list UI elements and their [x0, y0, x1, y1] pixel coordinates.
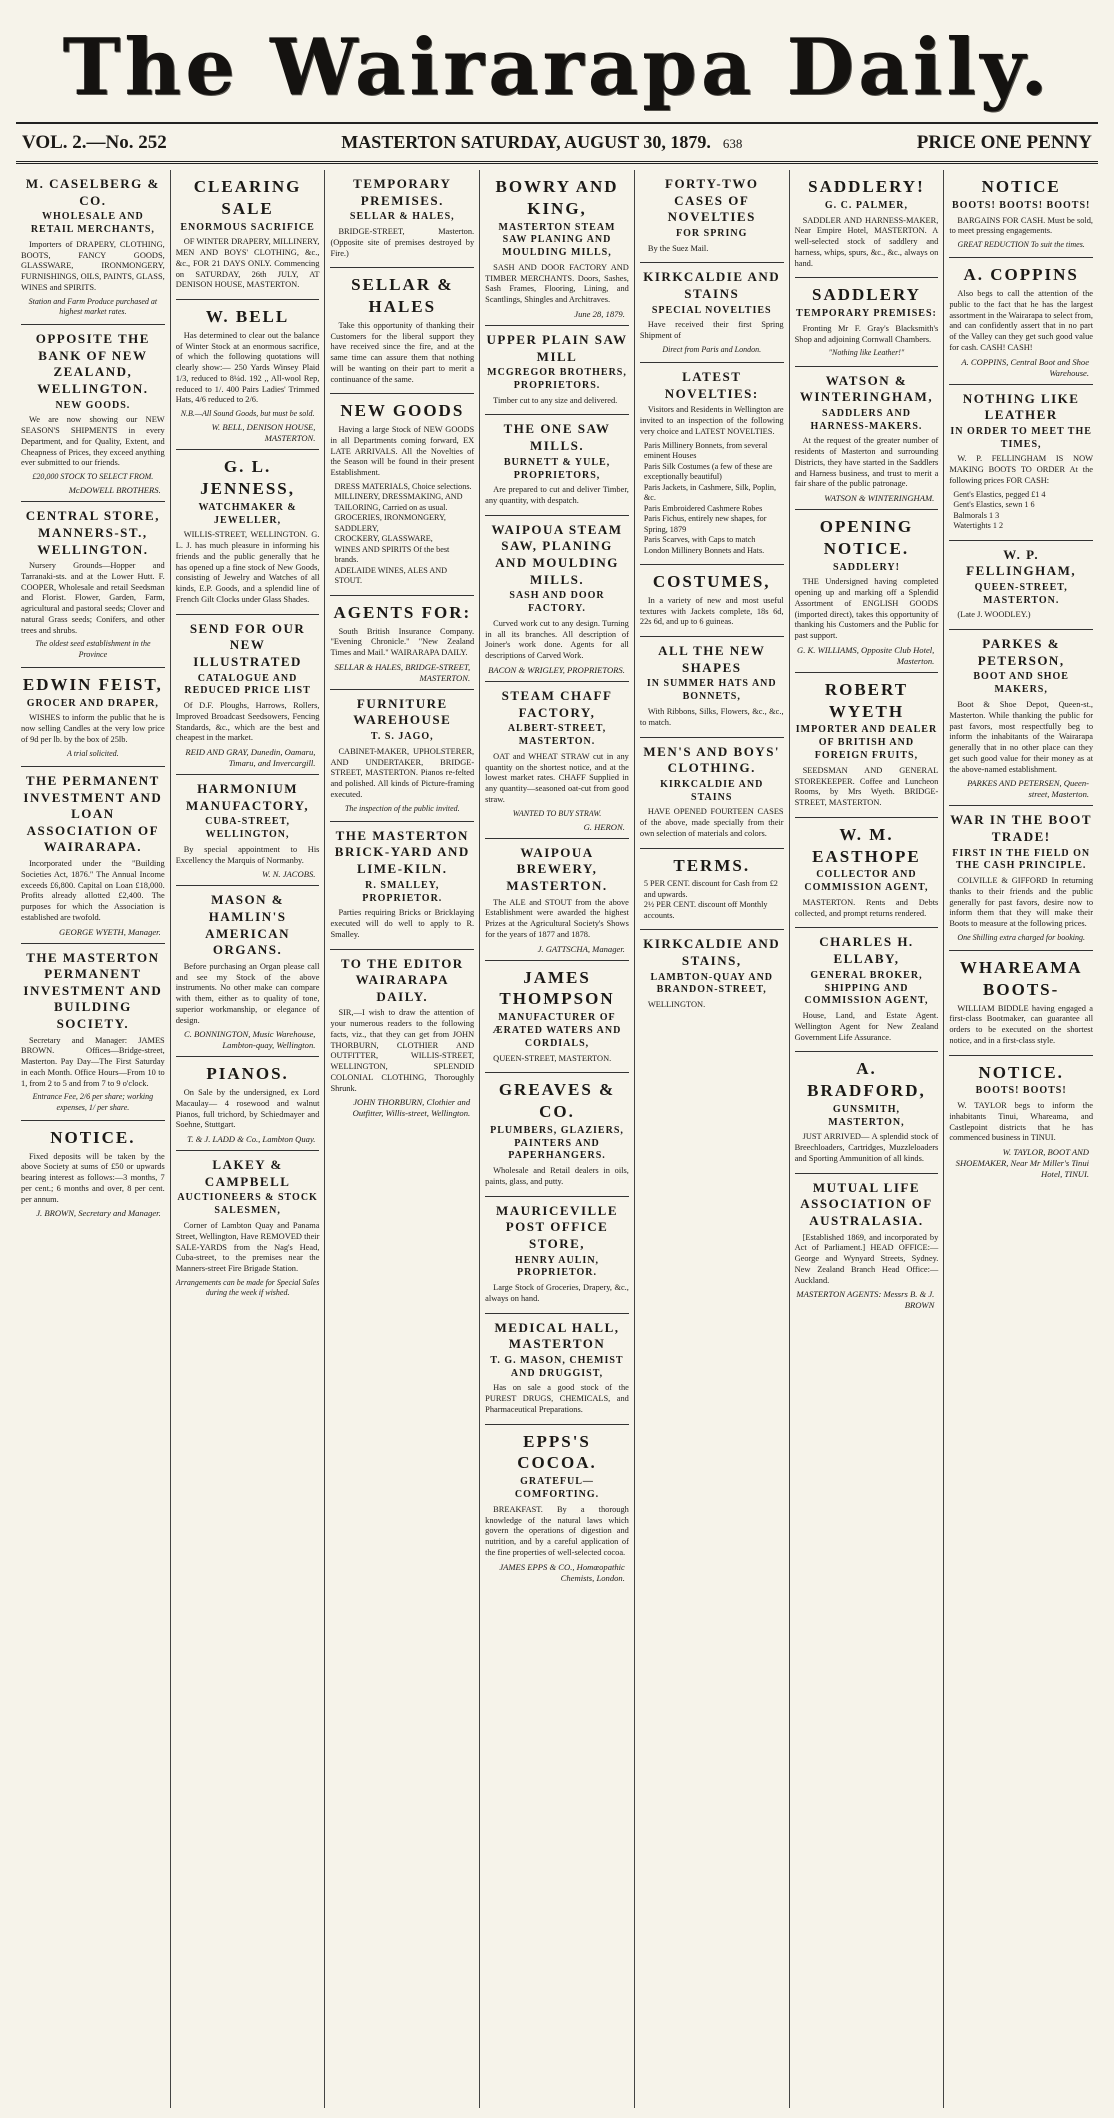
ad-subheading: T. S. JAGO, [370, 731, 434, 743]
advertisement [640, 363, 784, 565]
advertisement [330, 170, 474, 268]
column-2 [171, 170, 326, 2108]
ad-list [949, 490, 1093, 532]
ad-body-text: Having a large Stock of NEW GOODS in all Departments coming forward, EX LATE ARRIVALS. All the Novelties of the Season will be found in their present Establishment. [330, 425, 475, 478]
ad-heading: WAIPOUA BREWERY, MASTERTON. [506, 844, 608, 893]
advertisement [640, 930, 784, 1019]
ad-body-text: QUEEN-STREET, MASTERTON. [493, 1053, 612, 1063]
advertisement [21, 325, 165, 502]
column-7 [944, 170, 1098, 2108]
ad-body-text: Has determined to clear out the balance of Winter Stock at an enormous sacrifice, of which the following quotations will clearly show:— 250 Yards Winsey Plaid 1/3, reduced to 8¼d. 192 ,, All-wool Rep, reduced to 1/. 400 Pairs Ladies' Trimmed Hats, 4/6 reduced to 2/6. [175, 330, 320, 405]
advertisement [485, 516, 629, 682]
advertisement [21, 170, 165, 325]
advertisement [21, 944, 165, 1121]
ad-body-text: On Sale by the undersigned, ex Lord Macaulay— 4 rosewood and walnut Pianos, full trichord, by Schiedmayer and Soehne, Stuttgart. [175, 1088, 320, 1130]
ad-heading: CHARLES H. ELLABY, [819, 934, 914, 967]
ad-body-text: SEEDSMAN AND GENERAL STOREKEEPER. Coffee and Luncheon Rooms, by Mrs Wyeth. BRIDGE-STREET, MASTERTON. [794, 765, 939, 808]
ad-subheading: G. C. PALMER, [824, 199, 908, 211]
ad-body-text: W. TAYLOR begs to inform the inhabitants Tinui, Whareama, and Castlepoint districts that he has commenced business in TINUI. [949, 1101, 1094, 1143]
ad-signature: G. K. WILLIAMS, Opposite Club Hotel, Masterton. [797, 644, 935, 666]
advertisement [176, 450, 320, 614]
advertisement [949, 806, 1093, 951]
ad-body-text: By the Suez Mail. [647, 243, 709, 253]
ad-heading: THE MASTERTON BRICK-YARD AND LIME-KILN. [334, 827, 470, 877]
ad-subheading: GROCER AND DRAPER, [26, 697, 159, 709]
ad-body-text: CABINET-MAKER, UPHOLSTERER, AND UNDERTAKER, BRIDGE-STREET, MASTERTON. Pianos re-felted and polished. All kinds of Picture-framing executed. [330, 746, 475, 799]
ad-list-item: CROCKERY, GLASSWARE, [334, 534, 433, 544]
ad-list-item: Paris Millinery Bonnets, from several eminent Houses [643, 440, 768, 461]
ad-body-text: Are prepared to cut and deliver Timber, any quantity, with despatch. [485, 485, 629, 506]
ad-heading: THE MASTERTON PERMANENT INVESTMENT AND BUILDING SOCIETY. [23, 949, 163, 1032]
ad-list-item: Gent's Elastics, pegged £1 4 [953, 489, 1046, 499]
column-4 [480, 170, 635, 2108]
ad-heading: OPPOSITE THE BANK OF NEW ZEALAND, WELLINGTON. [35, 331, 150, 396]
newspaper-title: The Wairarapa Daily. [62, 22, 1052, 113]
ad-body-text: Parties requiring Bricks or Bricklaying executed will do well to apply to R. Smalley. [330, 908, 475, 939]
ad-subheading: GENERAL BROKER, SHIPPING AND COMMISSION AGENT, [804, 969, 929, 1007]
ad-subheading: COLLECTOR AND COMMISSION AGENT, [804, 869, 929, 894]
ad-heading: MAURICEVILLE POST OFFICE STORE, [496, 1202, 619, 1251]
ad-signature: PARKES AND PETERSEN, Queen-street, Masterton. [967, 778, 1090, 800]
ad-subheading: SASH AND DOOR FACTORY. [509, 590, 605, 615]
ad-body-text: COLVILLE & GIFFORD In returning thanks to their friends and the public generally for past favors, desire now to inform them that they will make their Boots to measure at the following prices. [949, 876, 1094, 929]
ad-signature: GEORGE WYETH, Manager. [59, 926, 161, 937]
ad-heading: SADDLERY! [808, 177, 925, 196]
advertisement [485, 1425, 629, 1589]
ad-note: Station and Farm Produce purchased at highest market rates. [28, 296, 158, 316]
ad-note: Entrance Fee, 2/6 per share; working expenses, 1/ per share. [32, 1092, 154, 1112]
ad-subheading: IN SUMMER HATS AND BONNETS, [646, 678, 777, 703]
ad-heading: SEND FOR OUR NEW ILLUSTRATED [189, 620, 306, 669]
ad-signature: BACON & WRIGLEY, PROPRIETORS. [488, 664, 625, 675]
ad-list-item: Gent's Elastics, sewn 1 6 [953, 500, 1035, 510]
ad-body-text: MASTERTON. Rents and Debts collected, and prompt returns rendered. [794, 897, 939, 918]
columns-container [16, 170, 1098, 2108]
advertisement [949, 541, 1093, 631]
ad-heading: G. L. JENNESS, [200, 457, 296, 499]
advertisement [485, 961, 629, 1074]
ad-heading: FORTY-TWO CASES OF NOVELTIES [665, 176, 759, 225]
ad-subheading: T. G. MASON, CHEMIST AND DRUGGIST, [490, 1354, 624, 1379]
ad-heading: LATEST NOVELTIES: [664, 369, 759, 401]
advertisement [330, 950, 474, 1125]
ad-heading: HARMONIUM MANUFACTORY, [186, 781, 310, 813]
ad-list [640, 441, 784, 557]
ad-subheading: R. SMALLEY, PROPRIETOR. [362, 879, 443, 904]
ad-signature: JAMES EPPS & CO., Homœopathic Chemists, London. [499, 1561, 625, 1583]
dateline [16, 122, 1098, 164]
ad-body-text: Has on sale a good stock of the PUREST DRUGS, CHEMICALS, and Pharmaceutical Preparations. [485, 1383, 629, 1414]
ad-heading: THE ONE SAW MILLS. [503, 421, 611, 454]
ad-body-text: Secretary and Manager: JAMES BROWN. Offices—Bridge-street, Masterton. Pay Day—The First Saturday in each Month. Office Hours—From 10 to 1, from 2 to 5 and from 7 to 9 o'clock. [21, 1035, 165, 1088]
ad-subheading: WATCHMAKER & JEWELLER, [198, 501, 297, 526]
advertisement [949, 385, 1093, 541]
ad-heading: MEDICAL HALL, MASTERTON [494, 1319, 620, 1352]
ad-subheading: KIRKCALDIE AND STAINS [660, 778, 764, 803]
advertisement [176, 615, 320, 775]
ad-subheading: SADDLERY! [832, 561, 900, 573]
ad-list-item: ADELAIDE WINES, ALES AND STOUT. [334, 565, 448, 586]
ad-heading: COSTUMES, [652, 572, 771, 592]
ad-subheading: IN ORDER TO MEET THE TIMES, [950, 425, 1092, 450]
ad-body-text: Importers of DRAPERY, CLOTHING, BOOTS, FANCY GOODS, GLASSWARE, IRONMONGERY, FURNISHINGS, OILS, PAINTS, GLASS, WINES and SPIRITS. [21, 239, 165, 292]
ad-list [330, 482, 474, 587]
ad-heading: PIANOS. [206, 1064, 289, 1084]
ad-body-text: Before purchasing an Organ please call and see my Stock of the above instruments. No other make can compare with them, either as to quality of tone, superior workmanship, or elegance of design. [175, 961, 320, 1025]
ad-note: "Nothing like Leather!" [828, 348, 905, 358]
ad-heading: ROBERT WYETH [824, 679, 909, 721]
ad-heading: TO THE EDITOR WAIRARAPA DAILY. [340, 955, 464, 1004]
advertisement [795, 278, 939, 366]
advertisement [795, 1052, 939, 1173]
ad-body-text: BREAKFAST. By a thorough knowledge of the natural laws which govern the operations of digestion and nutrition, and by a careful application of the fine properties of well-selected cocoa. [485, 1504, 629, 1557]
advertisement [176, 170, 320, 300]
ad-body-text: By special appointment to His Excellency the Marquis of Normanby. [175, 844, 320, 865]
ad-signature: J. BROWN, Secretary and Manager. [36, 1208, 161, 1219]
ad-signature: McDOWELL BROTHERS. [68, 485, 161, 496]
ad-subheading: LAMBTON-QUAY AND BRANDON-STREET, [650, 971, 774, 996]
ad-heading: A. BRADFORD, [807, 1059, 926, 1101]
ad-heading: NOTHING LIKE LEATHER [962, 390, 1080, 423]
advertisement [485, 682, 629, 839]
ad-heading: TERMS. [673, 855, 751, 875]
ad-note: £20,000 STOCK TO SELECT FROM. [32, 472, 154, 482]
advertisement [949, 951, 1093, 1056]
ad-heading: MUTUAL LIFE ASSOCIATION OF AUSTRALASIA. [800, 1179, 933, 1228]
issue-price: PRICE ONE PENNY [916, 131, 1092, 153]
ad-subheading: BURNETT & YULE, PROPRIETORS, [503, 456, 611, 481]
advertisement [176, 1151, 320, 1305]
advertisement [640, 565, 784, 637]
ad-signature: T. & J. LADD & Co., Lambton Quay. [187, 1134, 316, 1145]
ad-list-item: GROCERIES, IRONMONGERY, SADDLERY, [334, 513, 446, 533]
ad-heading: AGENTS FOR: [333, 602, 472, 622]
ad-subheading: CUBA-STREET, WELLINGTON, [205, 816, 291, 841]
ad-note: Arrangements can be made for Special Sales during the week if wished. [175, 1277, 320, 1298]
ad-signature: REID AND GRAY, Dunedin, Oamaru, Timaru, and Invercargill. [185, 747, 316, 769]
ad-signature: A. COPPINS, Central Boot and Shoe Warehouse. [961, 356, 1090, 378]
ad-heading: WAIPOUA STEAM SAW, PLANING AND MOULDING MILLS. [491, 521, 623, 587]
ad-list-item: Paris Scarves, with Caps to match [643, 535, 756, 545]
ad-heading: EDWIN FEIST, [22, 674, 163, 694]
ad-subheading: BOOTS! BOOTS! [975, 1085, 1067, 1097]
advertisement [795, 367, 939, 511]
ad-heading: CENTRAL STORE, MANNERS-ST., WELLINGTON. [25, 508, 160, 557]
ad-heading: LAKEY & CAMPBELL [204, 1157, 291, 1189]
ad-body-text: (Late J. WOODLEY.) [957, 610, 1031, 620]
ad-heading: PARKES & PETERSON, [977, 636, 1065, 668]
ad-subheading: ENORMOUS SACRIFICE [180, 221, 315, 233]
ad-body-text: Of D.F. Ploughs, Harrows, Rollers, Improved Broadcast Seedsowers, Fencing Standards, &c., which are the best and cheapest in the market. [175, 701, 320, 743]
advertisement [176, 886, 320, 1057]
ad-heading: NOTICE [981, 177, 1061, 196]
ad-body-text: SADDLER AND HARNESS-MAKER, Near Empire Hotel, MASTERTON. A well-selected stock of saddlery and harness, whips, spurs, &c., &c., always on hand. [794, 215, 939, 268]
ad-list-item: WINES AND SPIRITS Of the best brands. [334, 544, 450, 565]
ad-subheading: SADDLERS AND HARNESS-MAKERS. [810, 407, 923, 432]
volume-number: VOL. 2.—No. 252 [22, 131, 167, 153]
ad-list-item: Paris Fichus, entirely new shapes, for Spring, 1879 [643, 514, 767, 534]
column-3 [325, 170, 480, 2108]
ad-body-text: The ALE and STOUT from the above Establishment were awarded the highest Prizes at the Agricultural Society's Shows for the years of 1877 and 1878. [485, 897, 629, 939]
column-6 [790, 170, 945, 2108]
ad-heading: FURNITURE WAREHOUSE [353, 695, 452, 728]
ad-body-text: SIR,—I wish to draw the attention of your numerous readers to the following facts, viz., that they can get from JOHN THORBURN, CLOTHIER AND OUTFITTER, WILLIS-STREET, WELLINGTON, SPLENDID COLONIAL CLOTHING, Thoroughly Shrunk. [330, 1008, 475, 1093]
issue-date: MASTERTON SATURDAY, AUGUST 30, 1879. [341, 132, 711, 152]
ad-body-text: HAVE OPENED FOURTEEN CASES of the above, made specially from their own selection of materials and colors. [639, 807, 784, 838]
advertisement [330, 690, 474, 822]
advertisement [176, 300, 320, 450]
advertisement [330, 394, 474, 596]
advertisement [640, 263, 784, 363]
ad-subheading: GUNSMITH, MASTERTON, [828, 1103, 905, 1128]
ad-body-text: Timber cut to any size and delivered. [493, 395, 618, 405]
advertisement [176, 775, 320, 886]
advertisement [795, 818, 939, 929]
ad-body-text: OAT and WHEAT STRAW cut in any quantity on the shortest notice, and at the lowest market rates. CHAFF Supplied in any quantity—seasoned oat-cut from good straw. [485, 751, 629, 804]
advertisement [485, 415, 629, 515]
ad-subheading: WHOLESALE AND RETAIL MERCHANTS, [30, 211, 155, 236]
advertisement [949, 1056, 1093, 1186]
ad-body-text: Boot & Shoe Depot, Queen-st., Masterton. While thanking the public for past favors, most respectfully beg to inform the inhabitants of the Wairarapa generally that in no other place can they get such good value for their money as at the above-named establishment. [949, 700, 1094, 774]
advertisement [485, 839, 629, 961]
ad-heading: SELLAR & HALES [351, 275, 454, 317]
advertisement [485, 1073, 629, 1196]
ad-heading: WATSON & WINTERINGHAM, [799, 372, 934, 405]
advertisement [640, 637, 784, 737]
ad-signature: MASTERTON AGENTS: Messrs B. & J. BROWN [796, 1289, 935, 1311]
ad-body-text: WILLIS-STREET, WELLINGTON. G. L. J. has much pleasure in informing his friends and the public generally that he has opened up a fine stock of New Goods, consisting of Jewelry and Watches of all kinds, E.P. Goods, and a splendid line of French Gilt Clocks under Glass Shades. [175, 530, 320, 604]
ad-note: GREAT REDUCTION To suit the times. [957, 240, 1085, 250]
ad-heading: CLEARING SALE [193, 177, 302, 218]
ad-body-text: THE Undersigned having completed opening up and marking off a Splendid Assortment of ENGLISH GOODS (imported direct), takes this opportunity of thanking his Customers and the Public for past support. [794, 577, 939, 641]
ad-signature: W. BELL, DENISON HOUSE, MASTERTON. [211, 422, 316, 444]
ad-note: A trial solicited. [67, 748, 119, 758]
ad-body-text: Take this opportunity of thanking their Customers for the liberal support they have received since the fire, and at the same time can assure them that nothing will be wanting on their part to merit a continuance of the same. [330, 320, 475, 384]
ad-signature: SELLAR & HALES, BRIDGE-STREET, MASTERTON. [334, 661, 471, 683]
ad-subheading: QUEEN-STREET, MASTERTON. [974, 581, 1068, 606]
advertisement [176, 1057, 320, 1151]
ad-heading: M. CASELBERG & CO. [25, 176, 160, 208]
advertisement [949, 258, 1093, 384]
ad-heading: WAR IN THE BOOT TRADE! [950, 812, 1093, 844]
ad-list-item: Paris Silk Costumes (a few of these are exceptionally beautiful) [643, 461, 773, 482]
ad-subheading: FOR SPRING [676, 227, 748, 239]
ad-body-text: JUST ARRIVED— A splendid stock of Breechloaders, Cartridges, Muzzleloaders and Sporting Ammunition of all kinds. [794, 1132, 939, 1163]
ad-subheading: ALBERT-STREET, MASTERTON. [507, 723, 607, 747]
ad-heading: UPPER PLAIN SAW MILL [486, 331, 628, 364]
ad-list-item: Balmorals 1 3 [953, 510, 1000, 520]
ad-subheading: SPECIAL NOVELTIES [651, 304, 772, 316]
ad-heading: TEMPORARY PREMISES. [353, 176, 452, 208]
masthead [16, 14, 1098, 122]
ad-note: The oldest seed establishment in the Province [35, 639, 151, 659]
ad-body-text: BARGAINS FOR CASH. Must be sold, to meet pressing engagements. [949, 215, 1094, 236]
ad-list-item: Watertights 1 2 [953, 521, 1004, 531]
advertisement [21, 1121, 165, 1225]
ad-heading: W. BELL [205, 307, 290, 327]
advertisement [949, 630, 1093, 806]
ad-subheading: BOOT AND SHOE MAKERS, [973, 671, 1069, 696]
ad-heading: A. COPPINS [963, 265, 1079, 285]
ad-signature: J. GATTSCHA, Manager. [537, 943, 625, 954]
column-1 [16, 170, 171, 2108]
ad-body-text: OF WINTER DRAPERY, MILLINERY, MEN AND BOYS' CLOTHING, &c., &c., FOR 21 DAYS ONLY. Commencing on SATURDAY, 26th JULY, AT DENISON HOUSE, MASTERTON. [175, 237, 320, 290]
advertisement [485, 1197, 629, 1314]
advertisement [795, 510, 939, 673]
ad-body-text: With Ribbons, Silks, Flowers, &c., &c., to match. [639, 707, 784, 727]
ad-body-text: SASH AND DOOR FACTORY AND TIMBER MERCHANTS. Doors, Sashes, Sash Frames, Flooring, Lining, and Scantlings, Shingles and Architraves. [485, 262, 629, 305]
ad-subheading: TEMPORARY PREMISES: [796, 308, 937, 320]
ad-heading: BOWRY AND KING, [495, 177, 619, 218]
ad-signature: W. N. JACOBS. [262, 869, 316, 880]
ad-body-text: Fronting Mr F. Gray's Blacksmith's Shop and adjoining Cornwall Chambers. [794, 323, 939, 344]
ad-signature: JOHN THORBURN, Clothier and Outfitter, Willis-street, Wellington. [352, 1097, 471, 1119]
ad-body-text: Corner of Lambton Quay and Panama Street, Wellington, Have REMOVED their SALE-YARDS from the Nag's Head, Cuba-street, to the premises near the Manners-street Fire Brigade Station. [175, 1221, 320, 1274]
ad-subheading: FIRST IN THE FIELD ON THE CASH PRINCIPLE. [952, 847, 1091, 872]
ad-body-text: WELLINGTON. [647, 1000, 706, 1010]
advertisement [330, 268, 474, 394]
ad-heading: KIRKCALDIE AND STAINS, [643, 936, 781, 969]
ad-signature: G. HERON. [583, 821, 625, 832]
ad-heading: NOTICE. [978, 1062, 1064, 1082]
ad-body-text: Incorporated under the "Building Societies Act, 1876." The Annual Income exceeds £6,800. Capital on Loan £18,000. Profits already allotted £2,400. The purposes for which the Association is established are twofold. [21, 859, 165, 922]
ad-body-text: WILLIAM BIDDLE having engaged a first-class Bootmaker, can guarantee all orders to be executed on the shortest notice, and in a first-class style. [949, 1003, 1094, 1045]
ad-body-text: We are now showing our NEW SEASON'S SHIPMENTS in every Department, and for Quality, Extent, and Cheapness of Prices, they exceed anything ever submitted to our friends. [21, 415, 165, 468]
advertisement [795, 170, 939, 278]
ad-heading: W. P. FELLINGHAM, [966, 546, 1077, 579]
ad-subheading: SELLAR & HALES, [349, 211, 455, 223]
ad-note: N.B.—All Sound Goods, but must be sold. [180, 409, 315, 419]
ad-body-text: South British Insurance Company. "Evening Chronicle." "New Zealand Times and Mail." WAIRARAPA DAILY. [330, 626, 475, 658]
ad-body-text: In a variety of new and most useful textures with Jackets complete, 18s 6d, 22s 6d, and up to 6 guineas. [639, 595, 784, 627]
ad-heading: ALL THE NEW SHAPES [658, 643, 766, 675]
ad-list [640, 879, 784, 921]
advertisement [21, 767, 165, 944]
ad-body-text: Nursery Grounds—Hopper and Tarranaki-sts. and at the Lower Hutt. F. COOPER, Wholesale and retail Seedsman and Florist. Flower, Garden, Farm, agricultural and pastoral seeds; Clover and natural Grass seeds; Conifers, and other trees and shrubs. [21, 561, 165, 635]
ad-note: The inspection of the public invited. [344, 803, 460, 813]
ad-body-text: WISHES to inform the public that he is now selling Candles at the very low price of 9d per lb. by the box of 25lb. [21, 713, 165, 744]
ad-body-text: Visitors and Residents in Wellington are invited to an inspection of the following very choice and LATEST NOVELTIES. [639, 405, 784, 436]
ad-heading: NOTICE. [50, 1127, 136, 1147]
ad-heading: JAMES THOMPSON [499, 967, 615, 1009]
ad-subheading: MANUFACTURER OF ÆRATED WATERS AND CORDIALS, [492, 1012, 622, 1049]
ad-list-item: London Millinery Bonnets and Hats. [643, 545, 765, 555]
ad-list-item: Paris Jackets, in Cashmere, Silk, Poplin, &c. [643, 482, 777, 503]
ad-signature: June 28, 1879. [574, 308, 625, 319]
ad-signature: C. BONNINGTON, Music Warehouse, Lambton-quay, Wellington. [183, 1029, 316, 1051]
ad-subheading: AUCTIONEERS & STOCK SALESMEN, [177, 1192, 318, 1217]
ad-subheading: CATALOGUE AND REDUCED PRICE LIST [184, 672, 311, 697]
ad-heading: THE PERMANENT INVESTMENT AND LOAN ASSOCIATION OF WAIRARAPA. [23, 772, 163, 855]
ad-body-text: BRIDGE-STREET, Masterton. (Opposite site of premises destroyed by Fire.) [330, 227, 475, 258]
advertisement [330, 822, 474, 950]
ad-body-text: Also begs to call the attention of the public to the fact that he has the largest assortment in the Wairarapa to select from, and can confidently assert that in no part of the Valley can they get such good value for cash. CASH! CASH! [949, 289, 1094, 352]
ad-body-text: Have received their first Spring Shipment of [639, 320, 784, 341]
ad-list-item: MILLINERY, DRESSMAKING, AND TAILORING, Carried on as usual. [334, 492, 463, 512]
advertisement [330, 596, 474, 690]
advertisement [640, 738, 784, 849]
advertisement [795, 673, 939, 818]
advertisement [21, 668, 165, 767]
ad-heading: EPPS'S COCOA. [517, 1431, 597, 1473]
ad-subheading: IMPORTER AND DEALER OF BRITISH AND FOREIGN FRUITS, [795, 724, 938, 762]
ad-subheading: MASTERTON STEAM SAW PLANING AND MOULDING MILLS, [498, 221, 616, 259]
ad-heading: MEN'S AND BOYS' CLOTHING. [643, 743, 781, 776]
ad-heading: OPENING NOTICE. [819, 517, 914, 558]
ad-list-item: DRESS MATERIALS, Choice selections. [334, 481, 472, 491]
ad-subheading: PLUMBERS, GLAZIERS, PAINTERS AND PAPERHANGERS. [490, 1124, 624, 1162]
advertisement [949, 170, 1093, 258]
ad-body-text: Curved work cut to any design. Turning in all its branches. All description of Joiner's work done. Agents for all descriptions of Carved Work. [485, 618, 629, 661]
ad-list-item: 2½ PER CENT. discount off Monthly accounts. [643, 900, 768, 920]
ad-body-text: House, Land, and Estate Agent. Wellington Agent for New Zealand Government Life Assurance. [794, 1011, 939, 1042]
ad-body-text: W. P. FELLINGHAM IS NOW MAKING BOOTS TO ORDER At the following prices FOR CASH: [949, 454, 1094, 485]
issue-number: 638 [722, 136, 743, 151]
ad-note: Direct from Paris and London. [662, 344, 762, 354]
ad-heading: STEAM CHAFF FACTORY, [501, 687, 613, 720]
ad-list-item: Paris Embroidered Cashmere Robes [643, 503, 763, 513]
ad-list-item: 5 PER CENT. discount for Cash from £2 and upwards. [643, 879, 778, 899]
ad-body-text: Large Stock of Groceries, Drapery, &c., always on hand. [485, 1283, 629, 1303]
ad-body-text: Fixed deposits will be taken by the above Society at sums of £50 or upwards bearing interest as follows:—3 months, 7 per cent.; 6 months and over, 8 per cent. per annum. [21, 1151, 165, 1204]
column-5 [635, 170, 790, 2108]
ad-heading: SADDLERY [811, 285, 921, 305]
advertisement [21, 502, 165, 668]
advertisement [485, 326, 629, 416]
ad-heading: MASON & HAMLIN'S AMERICAN ORGANS. [205, 892, 291, 958]
ad-note: One Shilling extra charged for booking. [957, 932, 1086, 942]
ad-heading: W. M. EASTHOPE [812, 824, 921, 866]
ad-subheading: NEW GOODS. [55, 399, 131, 411]
ad-subheading: BOOTS! BOOTS! BOOTS! [951, 199, 1091, 211]
ad-subheading: MCGREGOR BROTHERS, PROPRIETORS. [487, 367, 627, 391]
advertisement [485, 170, 629, 326]
ad-heading: KIRKCALDIE AND STAINS [643, 269, 781, 302]
ad-subheading: GRATEFUL—COMFORTING. [514, 1476, 600, 1501]
ad-heading: NEW GOODS [340, 401, 465, 421]
ad-body-text: [Established 1869, and incorporated by Act of Parliament.] HEAD OFFICE:—George and Wynyard Streets, Sydney. New Zealand Branch Head Office:—Auckland. [794, 1232, 939, 1285]
advertisement [795, 1174, 939, 1317]
advertisement [640, 849, 784, 931]
advertisement [485, 1314, 629, 1425]
ad-signature: WATSON & WINTERINGHAM. [824, 493, 935, 504]
ad-body-text: Wholesale and Retail dealers in oils, paints, glass, and putty. [485, 1166, 629, 1186]
ad-heading: GREAVES & CO. [498, 1080, 616, 1122]
ad-body-text: At the request of the greater number of residents of Masterton and surrounding Districts, they have started in the Saddlers and Harness business, and trust to merit a fair share of the public patronage. [794, 436, 939, 489]
advertisement [795, 928, 939, 1052]
ad-heading: WHAREAMA BOOTS- [959, 958, 1083, 999]
advertisement [640, 170, 784, 263]
ad-signature: W. TAYLOR, BOOT AND SHOEMAKER, Near Mr Miller's Tinui Hotel, TINUI. [955, 1147, 1090, 1180]
ad-note: WANTED TO BUY STRAW. [512, 808, 602, 818]
ad-subheading: HENRY AULIN, PROPRIETOR. [514, 1254, 600, 1279]
